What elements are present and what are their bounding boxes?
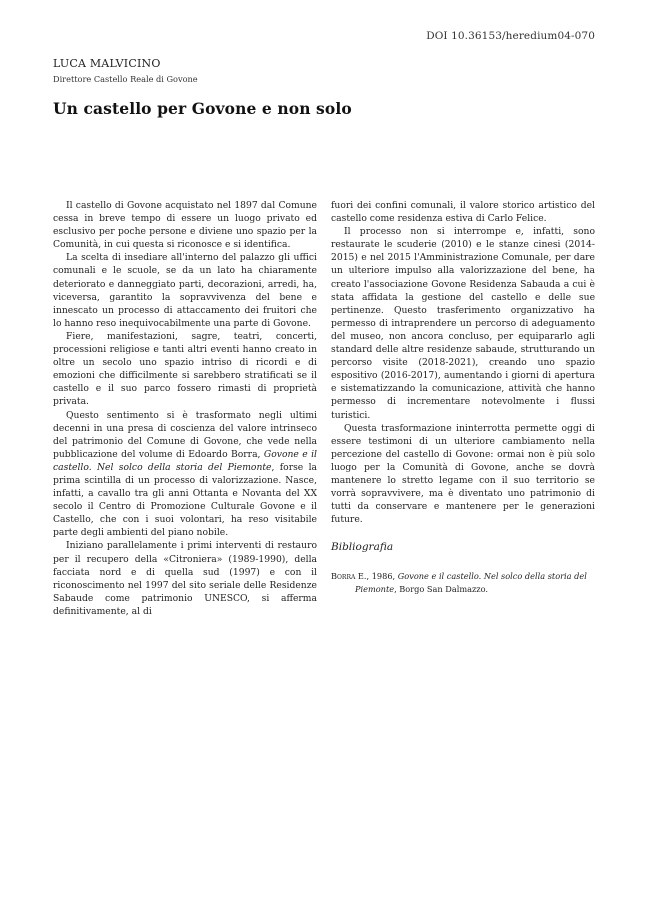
paragraph: Il castello di Govone acquistato nel 1897 dal Comune cessa in breve tempo di essere un luogo privato ed esclusivo per poche persone e diviene uno spazio per la Comunità, in cui questa si riconosce e si identifica. bbox=[53, 200, 317, 251]
paragraph bbox=[53, 409, 317, 540]
body-column-left bbox=[53, 199, 317, 618]
book-title: Govone e il castello. Nel solco della storia del Piemonte bbox=[53, 448, 317, 473]
body-column-right bbox=[331, 199, 595, 526]
paragraph: Questa trasformazione ininterrotta permette oggi di essere testimoni di un ulteriore cambiamento nella percezione del castello di Govone: ormai non è più solo luogo per la Comunità di Govone, anche se dovrà mantenere lo stretto legame con il suo territorio se vorrà sopravvivere, ma è diventato uno patrimonio di tutti da conservare e mantenere per le generazioni future. bbox=[331, 422, 595, 526]
paragraph: Fiere, manifestazioni, sagre, teatri, concerti, processioni religiose e tanti altri eventi hanno creato in oltre un secolo uno spazio intriso di ricordi e di emozioni che difficilmente si sarebbero stratificati se il castello e il suo parco fossero rimasti di proprietà privata. bbox=[53, 330, 317, 408]
bibliography-publisher: , Borgo San Dalmazzo. bbox=[394, 583, 489, 594]
paragraph-text: , forse la prima scintilla di un processo di valorizzazione. Nasce, infatti, a cavallo tra gli anni Ottanta e Novanta del XX secolo il Centro di Promozione Culturale Govone e il Castello, che con i suoi volontari, ha reso visitabile parte degli ambienti del piano nobile. bbox=[53, 461, 317, 539]
bibliography-entry bbox=[331, 570, 595, 595]
paragraph: Iniziano parallelamente i primi interventi di restauro per il recupero della «Citroniera» (1989-1990), della facciata nord e di quella sud (1997) e con il riconoscimento nel 1997 del sito seriale delle Residenze Sabaude come patrimonio UNESCO, si afferma definitivamente, al di bbox=[53, 540, 317, 617]
paragraph: Il processo non si interrompe e, infatti, sono restaurate le scuderie (2010) e le stanze cinesi (2014-2015) e nel 2015 l'Amministrazione Comunale, per dare un ulteriore impulso alla valorizzazione del bene, ha creato l'associazione Govone Residenza Sabauda a cui è stata affidata la gestione del castello e delle sue pertinenze. Questo trasferimento organizzativo ha permesso di intraprendere un percorso di adeguamento del museo, non ancora concluso, per equipararlo agli standard delle altre residenze sabaude, strutturando un percorso visite (2018-2021), creando uno spazio espositivo (2016-2017), aumentando i giorni di apertura e sistematizzando la comunicazione, attività che hanno permesso di incrementare notevolmente i flussi turistici. bbox=[331, 226, 595, 421]
bibliography-author: Borra E. bbox=[331, 571, 367, 581]
paragraph-continued: fuori dei confini comunali, il valore storico artistico del castello come residenza estiva di Carlo Felice. bbox=[331, 200, 595, 225]
bibliography-title: Govone e il castello. Nel solco della storia del Piemonte bbox=[355, 571, 587, 594]
bibliography-heading: Bibliografia bbox=[331, 541, 394, 553]
paragraph-text: Questo sentimento si è trasformato negli ultimi decenni in una presa di coscienza del valore intrinseco del patrimonio del Comune di Govone, che vede nella pubblicazione del volume di Edoardo Borra, bbox=[53, 409, 317, 460]
author-name: LUCA MALVICINO bbox=[53, 57, 161, 70]
author-affiliation: Direttore Castello Reale di Govone bbox=[53, 74, 198, 84]
doi-label: DOI 10.36153/heredium04-070 bbox=[426, 30, 595, 42]
bibliography-year: , 1986, bbox=[366, 571, 398, 581]
paragraph: La scelta di insediare all'interno del palazzo gli uffici comunali e le scuole, se da un lato ha chiaramente deteriorato e danneggiato parti, decorazioni, arredi, ha, viceversa, garantito la sopravvivenza del bene e innescato un processo di attaccamento dei fruitori che lo hanno reso inequivocabilmente una parte di Govone. bbox=[53, 252, 317, 329]
article-title: Un castello per Govone e non solo bbox=[53, 99, 352, 118]
